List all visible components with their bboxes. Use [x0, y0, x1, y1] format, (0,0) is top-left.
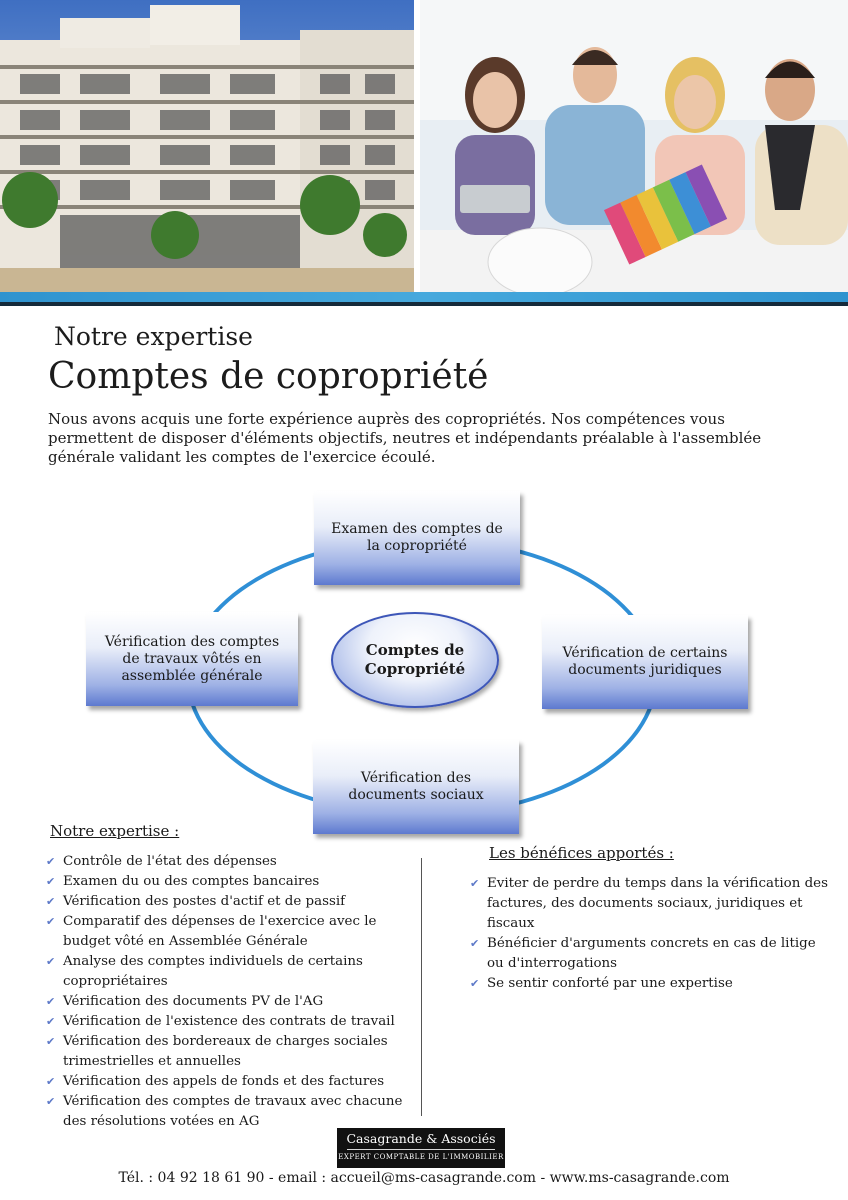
check-icon: ✔	[46, 1075, 56, 1088]
expertise-item	[46, 912, 416, 952]
check-icon: ✔	[46, 1015, 56, 1028]
expertise-item	[46, 852, 416, 872]
expertise-item	[46, 952, 416, 992]
expertise-item	[46, 1012, 416, 1032]
benefits-item-text: Bénéficier d'arguments concrets en cas de litige ou d'interrogations	[487, 936, 816, 971]
diagram-center: Comptes de Copropriété	[331, 612, 499, 708]
check-icon: ✔	[46, 875, 56, 888]
header-band	[0, 292, 848, 302]
logo-name: Casagrande & Associés	[346, 1131, 496, 1146]
check-icon: ✔	[46, 1035, 56, 1048]
benefits-item-text: Eviter de perdre du temps dans la vérification des factures, des documents sociaux, juridiques et fiscaux	[487, 876, 828, 931]
check-icon: ✔	[470, 937, 480, 950]
benefits-item	[470, 874, 832, 934]
expertise-item-text: Comparatif des dépenses de l'exercice avec le budget vôté en Assemblée Générale	[63, 914, 377, 949]
expertise-title: Notre expertise :	[50, 822, 180, 840]
benefits-title: Les bénéfices apportés :	[489, 844, 674, 862]
expertise-item	[46, 872, 416, 892]
check-icon: ✔	[46, 955, 56, 968]
expertise-item-text: Vérification de l'existence des contrats de travail	[63, 1014, 395, 1029]
intro-paragraph: Nous avons acquis une forte expérience auprès des copropriétés. Nos compétences vous permettent de disposer d'éléments objectifs, neutres et indépendants préalable à l'assemblée générale validant les comptes de l'exercice écoulé.	[48, 410, 762, 466]
diagram-box-left: Vérification des comptes de travaux vôtés en assemblée générale	[86, 612, 298, 706]
logo-tagline: EXPERT COMPTABLE DE L'IMMOBILIER	[338, 1153, 504, 1161]
expertise-item-text: Analyse des comptes individuels de certains copropriétaires	[63, 954, 363, 989]
expertise-item-text: Vérification des documents PV de l'AG	[63, 994, 324, 1009]
benefits-item	[470, 974, 832, 994]
expertise-item-text: Examen du ou des comptes bancaires	[63, 874, 320, 889]
company-logo	[337, 1128, 505, 1168]
check-icon: ✔	[470, 977, 480, 990]
expertise-item	[46, 892, 416, 912]
diagram-box-top: Examen des comptes de la copropriété	[314, 491, 520, 585]
expertise-item-text: Contrôle de l'état des dépenses	[63, 854, 277, 869]
expertise-item-text: Vérification des comptes de travaux avec chacune des résolutions votées en AG	[63, 1094, 403, 1129]
diagram-box-right: Vérification de certains documents juridiques	[542, 615, 748, 709]
benefits-item	[470, 934, 832, 974]
check-icon: ✔	[470, 877, 480, 890]
expertise-list	[46, 852, 416, 1132]
check-icon: ✔	[46, 915, 56, 928]
contact-footer: Tél. : 04 92 18 61 90 - email : accueil@ms-casagrande.com - www.ms-casagrande.com	[118, 1170, 730, 1186]
header-rule	[0, 302, 848, 306]
expertise-item-text: Vérification des bordereaux de charges sociales trimestrielles et annuelles	[63, 1034, 388, 1069]
expertise-item	[46, 1032, 416, 1072]
check-icon: ✔	[46, 1095, 56, 1108]
team-photo	[420, 0, 848, 292]
logo-rule	[347, 1149, 495, 1150]
diagram-box-bottom: Vérification des documents sociaux	[313, 740, 519, 834]
check-icon: ✔	[46, 995, 56, 1008]
expertise-item	[46, 992, 416, 1012]
column-divider	[421, 858, 422, 1116]
page-title: Comptes de copropriété	[48, 356, 489, 397]
expertise-item	[46, 1092, 416, 1132]
expertise-item	[46, 1072, 416, 1092]
benefits-item-text: Se sentir conforté par une expertise	[487, 976, 733, 991]
check-icon: ✔	[46, 855, 56, 868]
benefits-list	[470, 874, 832, 994]
expertise-item-text: Vérification des appels de fonds et des factures	[63, 1074, 385, 1089]
building-photo	[0, 0, 414, 292]
expertise-item-text: Vérification des postes d'actif et de passif	[63, 894, 346, 909]
page-kicker: Notre expertise	[54, 322, 253, 351]
check-icon: ✔	[46, 895, 56, 908]
